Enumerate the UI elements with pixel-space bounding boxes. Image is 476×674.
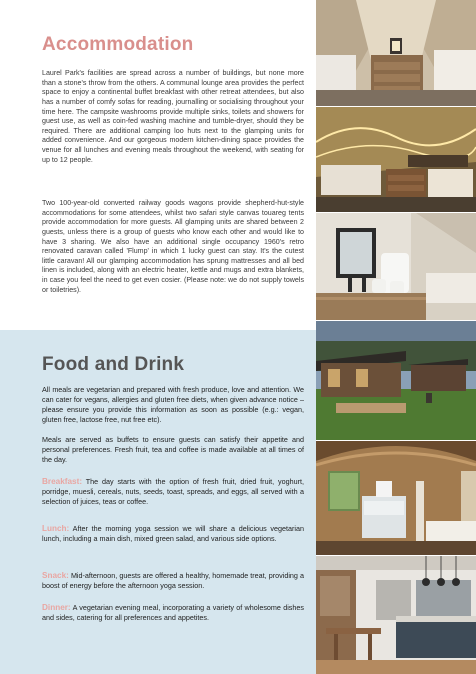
dinner-label: Dinner: [42, 603, 71, 612]
photo-column [316, 0, 476, 674]
mirror-kettle-photo [316, 213, 476, 320]
breakfast-label: Breakfast: [42, 477, 83, 486]
lunch-paragraph [42, 523, 304, 544]
accommodation-heading: Accommodation [42, 34, 194, 55]
food-heading: Food and Drink [42, 354, 185, 375]
snack-paragraph [42, 570, 304, 591]
dinner-text: A vegetarian evening meal, incorporating a variety of wholesome dishes and sides, catering for all preferences and appetites. [42, 603, 304, 623]
breakfast-text: The day starts with the option of fresh fruit, dried fruit, yoghurt, porridge, muesli, cereals, nuts, seeds, toast, spreads, and eggs, all served with a selection of juices, teas or coffee. [42, 477, 304, 507]
wagon-interior-photo [316, 441, 476, 555]
lunch-text: After the morning yoga session we will share a delicious vegetarian lunch, including a main dish, mixed green salad, and various side options. [42, 524, 304, 544]
accommodation-paragraph-1: Laurel Park's facilities are spread across a number of buildings, but none more than a stone's throw from the others. A communal lounge area provides the perfect space to enjoy a continental buffet breakfast with other retreat attendees, but also has a number of comfy sofas for reading, journalling or socialising throughout your time here. The campsite washrooms provide multiple sinks, toilets and showers for guest use, as well as coin-fed washing machine and tumble-dryer, should they be required. There are additional camping loo huts next to the glamping units for added convenience. And our gorgeous modern kitchen-dining space provides the venue for all lunches and evening meals throughout the weekend, with seating for up to 12 people. [42, 69, 304, 164]
accommodation-section [0, 0, 316, 330]
breakfast-paragraph [42, 476, 304, 507]
railway-wagons-photo [316, 321, 476, 440]
snack-label: Snack: [42, 571, 69, 580]
fairy-lights-tent-photo [316, 107, 476, 212]
snack-text: Mid-afternoon, guests are offered a healthy, homemade treat, providing a boost of energy before the afternoon yoga session. [42, 571, 304, 591]
accommodation-paragraph-2: Two 100-year-old converted railway goods wagons provide shepherd-hut-style accommodations for some attendees, whilst two safari style canvas touareg tents provide accommodation for more guests. All glamping units are shared between 2 guests, unless there is a group of guests who know each other and would like to have 3 sharing. We also have an additional single occupancy 1960's retro renovated caravan called 'Flump' in which 1 lucky guest can stay. It's the cutest little caravan! All our glamping accommodation has sprung mattresses and all bed linen is included, along with an electric heater, kettle and mugs and extra blankets, in case you feel the need to get even cosier. (Please note: we do not supply towels or toiletries). [42, 199, 304, 294]
lunch-label: Lunch: [42, 524, 70, 533]
tent-interior-photo [316, 0, 476, 106]
dinner-paragraph [42, 602, 304, 623]
food-intro-paragraph: All meals are vegetarian and prepared with fresh produce, love and attention. We can cater for vegans, allergies and gluten free diets, when given advance notice – please ensure you provide this information as soon as possible (e.g.: vegan, gluten free, lactose free, nut free etc). [42, 385, 304, 424]
kitchen-dining-photo [316, 556, 476, 674]
food-buffet-paragraph: Meals are served as buffets to ensure guests can satisfy their appetite and personal preferences. Fresh fruit, tea and coffee is made available at all times of the day. [42, 435, 304, 464]
